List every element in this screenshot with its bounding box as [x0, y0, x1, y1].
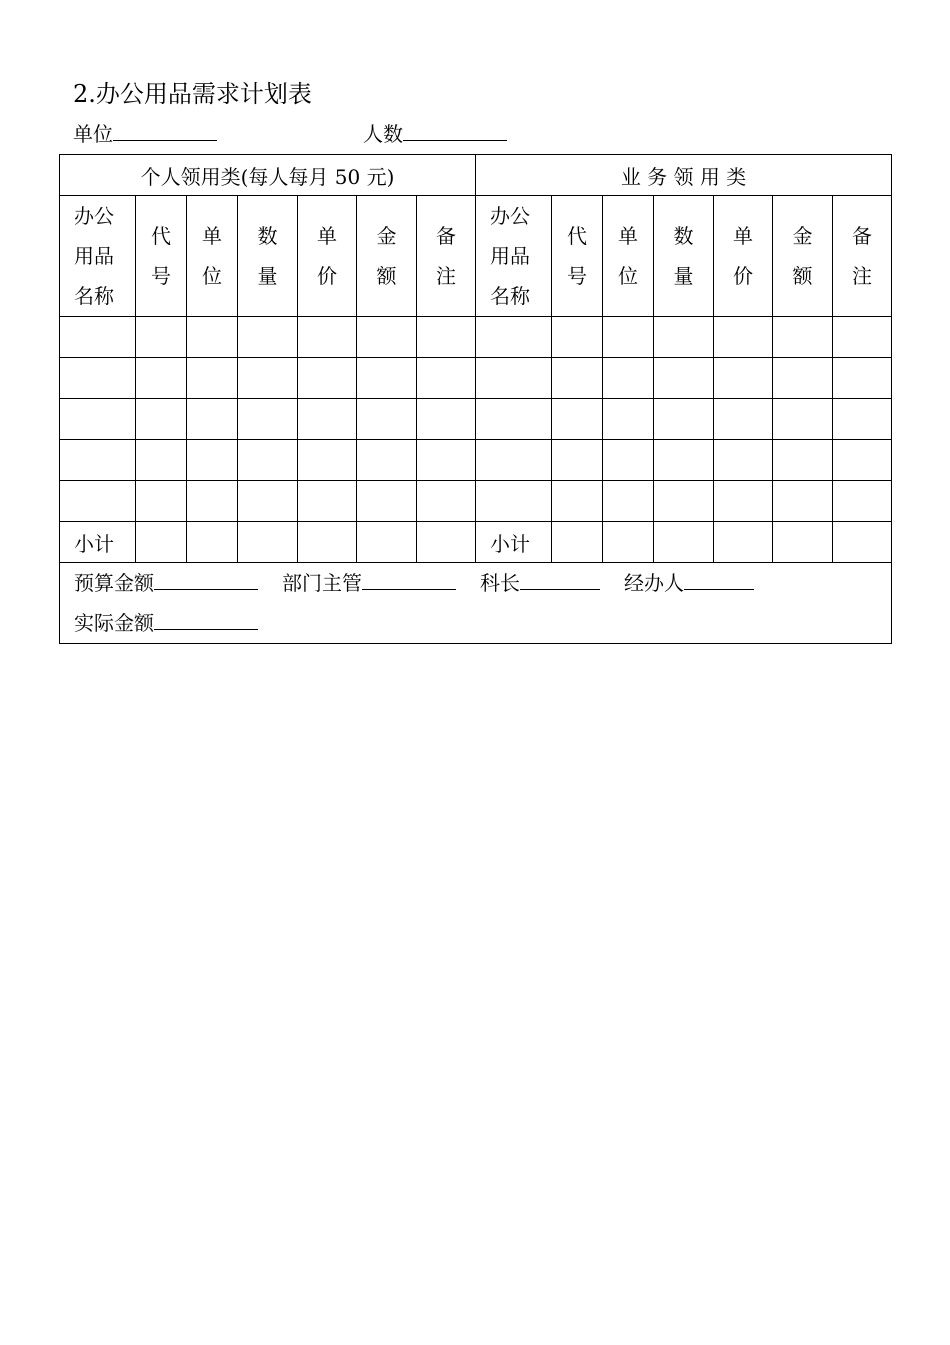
unit-field	[73, 120, 217, 148]
table-cell[interactable]	[417, 317, 476, 358]
budget-label: 预算金额	[74, 571, 154, 595]
table-cell[interactable]	[552, 358, 603, 399]
header-row	[60, 196, 892, 317]
table-cell[interactable]	[357, 317, 417, 358]
table-cell[interactable]	[476, 440, 552, 481]
section-chief-blank[interactable]	[520, 569, 600, 590]
table-cell[interactable]	[654, 440, 714, 481]
table-cell[interactable]	[238, 399, 298, 440]
table-cell[interactable]	[603, 358, 654, 399]
actual-blank[interactable]	[154, 609, 258, 630]
table-cell[interactable]	[714, 358, 773, 399]
table-cell[interactable]	[60, 399, 136, 440]
supply-plan-table	[59, 154, 892, 644]
table-cell[interactable]	[476, 481, 552, 522]
table-cell[interactable]	[136, 358, 187, 399]
table-cell[interactable]	[833, 358, 892, 399]
subtotal-label: 小计	[476, 522, 552, 563]
col-unit: 单位	[603, 196, 654, 317]
table-cell[interactable]	[357, 358, 417, 399]
people-label: 人数	[363, 122, 403, 146]
table-cell[interactable]	[298, 522, 357, 563]
table-cell[interactable]	[238, 358, 298, 399]
col-remarks: 备注	[833, 196, 892, 317]
table-cell[interactable]	[357, 522, 417, 563]
table-cell[interactable]	[603, 317, 654, 358]
table-cell[interactable]	[136, 317, 187, 358]
table-cell[interactable]	[714, 522, 773, 563]
col-unit: 单位	[187, 196, 238, 317]
table-cell[interactable]	[60, 358, 136, 399]
group-business: 业 务 领 用 类	[476, 155, 892, 196]
table-cell[interactable]	[60, 440, 136, 481]
table-cell[interactable]	[298, 440, 357, 481]
unit-blank[interactable]	[113, 120, 217, 141]
table-cell[interactable]	[654, 358, 714, 399]
col-item-name: 办公用品名称	[476, 196, 552, 317]
table-cell[interactable]	[238, 317, 298, 358]
budget-blank[interactable]	[154, 569, 258, 590]
table-cell[interactable]	[417, 481, 476, 522]
col-unit-price: 单价	[714, 196, 773, 317]
table-cell[interactable]	[187, 440, 238, 481]
table-cell[interactable]	[773, 440, 833, 481]
col-code: 代号	[552, 196, 603, 317]
table-cell[interactable]	[603, 522, 654, 563]
page-title: 2.办公用品需求计划表	[73, 80, 312, 108]
table-cell[interactable]	[833, 317, 892, 358]
col-amount: 金额	[357, 196, 417, 317]
table-cell[interactable]	[773, 522, 833, 563]
table-cell[interactable]	[417, 358, 476, 399]
actual-label: 实际金额	[74, 611, 154, 635]
handler-label: 经办人	[624, 571, 684, 595]
table-cell[interactable]	[187, 522, 238, 563]
dept-head-blank[interactable]	[362, 569, 456, 590]
signature-area	[60, 563, 892, 644]
table-cell[interactable]	[714, 399, 773, 440]
table-cell[interactable]	[298, 358, 357, 399]
col-amount: 金额	[773, 196, 833, 317]
table-cell[interactable]	[136, 440, 187, 481]
table-cell[interactable]	[654, 399, 714, 440]
subtotal-label: 小计	[60, 522, 136, 563]
table-cell[interactable]	[833, 399, 892, 440]
table-cell[interactable]	[238, 522, 298, 563]
table-cell[interactable]	[714, 481, 773, 522]
table-cell[interactable]	[298, 481, 357, 522]
section-chief-label: 科长	[480, 571, 520, 595]
col-quantity: 数量	[238, 196, 298, 317]
table-cell[interactable]	[654, 481, 714, 522]
table-cell[interactable]	[654, 522, 714, 563]
table-cell[interactable]	[238, 481, 298, 522]
table-cell[interactable]	[357, 399, 417, 440]
col-remarks: 备注	[417, 196, 476, 317]
table-cell[interactable]	[833, 440, 892, 481]
table-cell[interactable]	[136, 522, 187, 563]
table-cell[interactable]	[476, 317, 552, 358]
table-cell[interactable]	[603, 440, 654, 481]
table-cell[interactable]	[833, 481, 892, 522]
table-row	[60, 440, 892, 481]
people-field	[363, 120, 507, 148]
dept-head-label: 部门主管	[282, 571, 362, 595]
table-cell[interactable]	[187, 399, 238, 440]
table-cell[interactable]	[187, 358, 238, 399]
col-unit-price: 单价	[298, 196, 357, 317]
table-cell[interactable]	[357, 481, 417, 522]
table-cell[interactable]	[357, 440, 417, 481]
table-cell[interactable]	[298, 399, 357, 440]
table-cell[interactable]	[654, 317, 714, 358]
table-cell[interactable]	[833, 522, 892, 563]
table-cell[interactable]	[417, 399, 476, 440]
handler-blank[interactable]	[684, 569, 754, 590]
table-cell[interactable]	[136, 481, 187, 522]
unit-label: 单位	[73, 122, 113, 146]
table-cell[interactable]	[773, 358, 833, 399]
people-blank[interactable]	[403, 120, 507, 141]
table-cell[interactable]	[603, 481, 654, 522]
table-cell[interactable]	[603, 399, 654, 440]
table-cell[interactable]	[187, 481, 238, 522]
table-row	[60, 399, 892, 440]
table-cell[interactable]	[60, 481, 136, 522]
table-cell[interactable]	[476, 399, 552, 440]
col-quantity: 数量	[654, 196, 714, 317]
table-cell[interactable]	[476, 358, 552, 399]
table-cell[interactable]	[552, 399, 603, 440]
table-row	[60, 317, 892, 358]
col-item-name: 办公用品名称	[60, 196, 136, 317]
table-cell[interactable]	[552, 481, 603, 522]
subtotal-row	[60, 522, 892, 563]
table-cell[interactable]	[417, 440, 476, 481]
col-code: 代号	[136, 196, 187, 317]
table-cell[interactable]	[238, 440, 298, 481]
table-cell[interactable]	[187, 317, 238, 358]
table-row	[60, 358, 892, 399]
table-cell[interactable]	[417, 522, 476, 563]
table-cell[interactable]	[298, 317, 357, 358]
table-cell[interactable]	[773, 317, 833, 358]
table-cell[interactable]	[714, 440, 773, 481]
table-row	[60, 481, 892, 522]
table-cell[interactable]	[773, 399, 833, 440]
table-cell[interactable]	[714, 317, 773, 358]
footer-row	[60, 563, 892, 644]
table-cell[interactable]	[552, 522, 603, 563]
table-cell[interactable]	[60, 317, 136, 358]
table-cell[interactable]	[552, 317, 603, 358]
table-cell[interactable]	[773, 481, 833, 522]
group-personal: 个人领用类(每人每月 50 元)	[60, 155, 476, 196]
table-cell[interactable]	[552, 440, 603, 481]
table-cell[interactable]	[136, 399, 187, 440]
